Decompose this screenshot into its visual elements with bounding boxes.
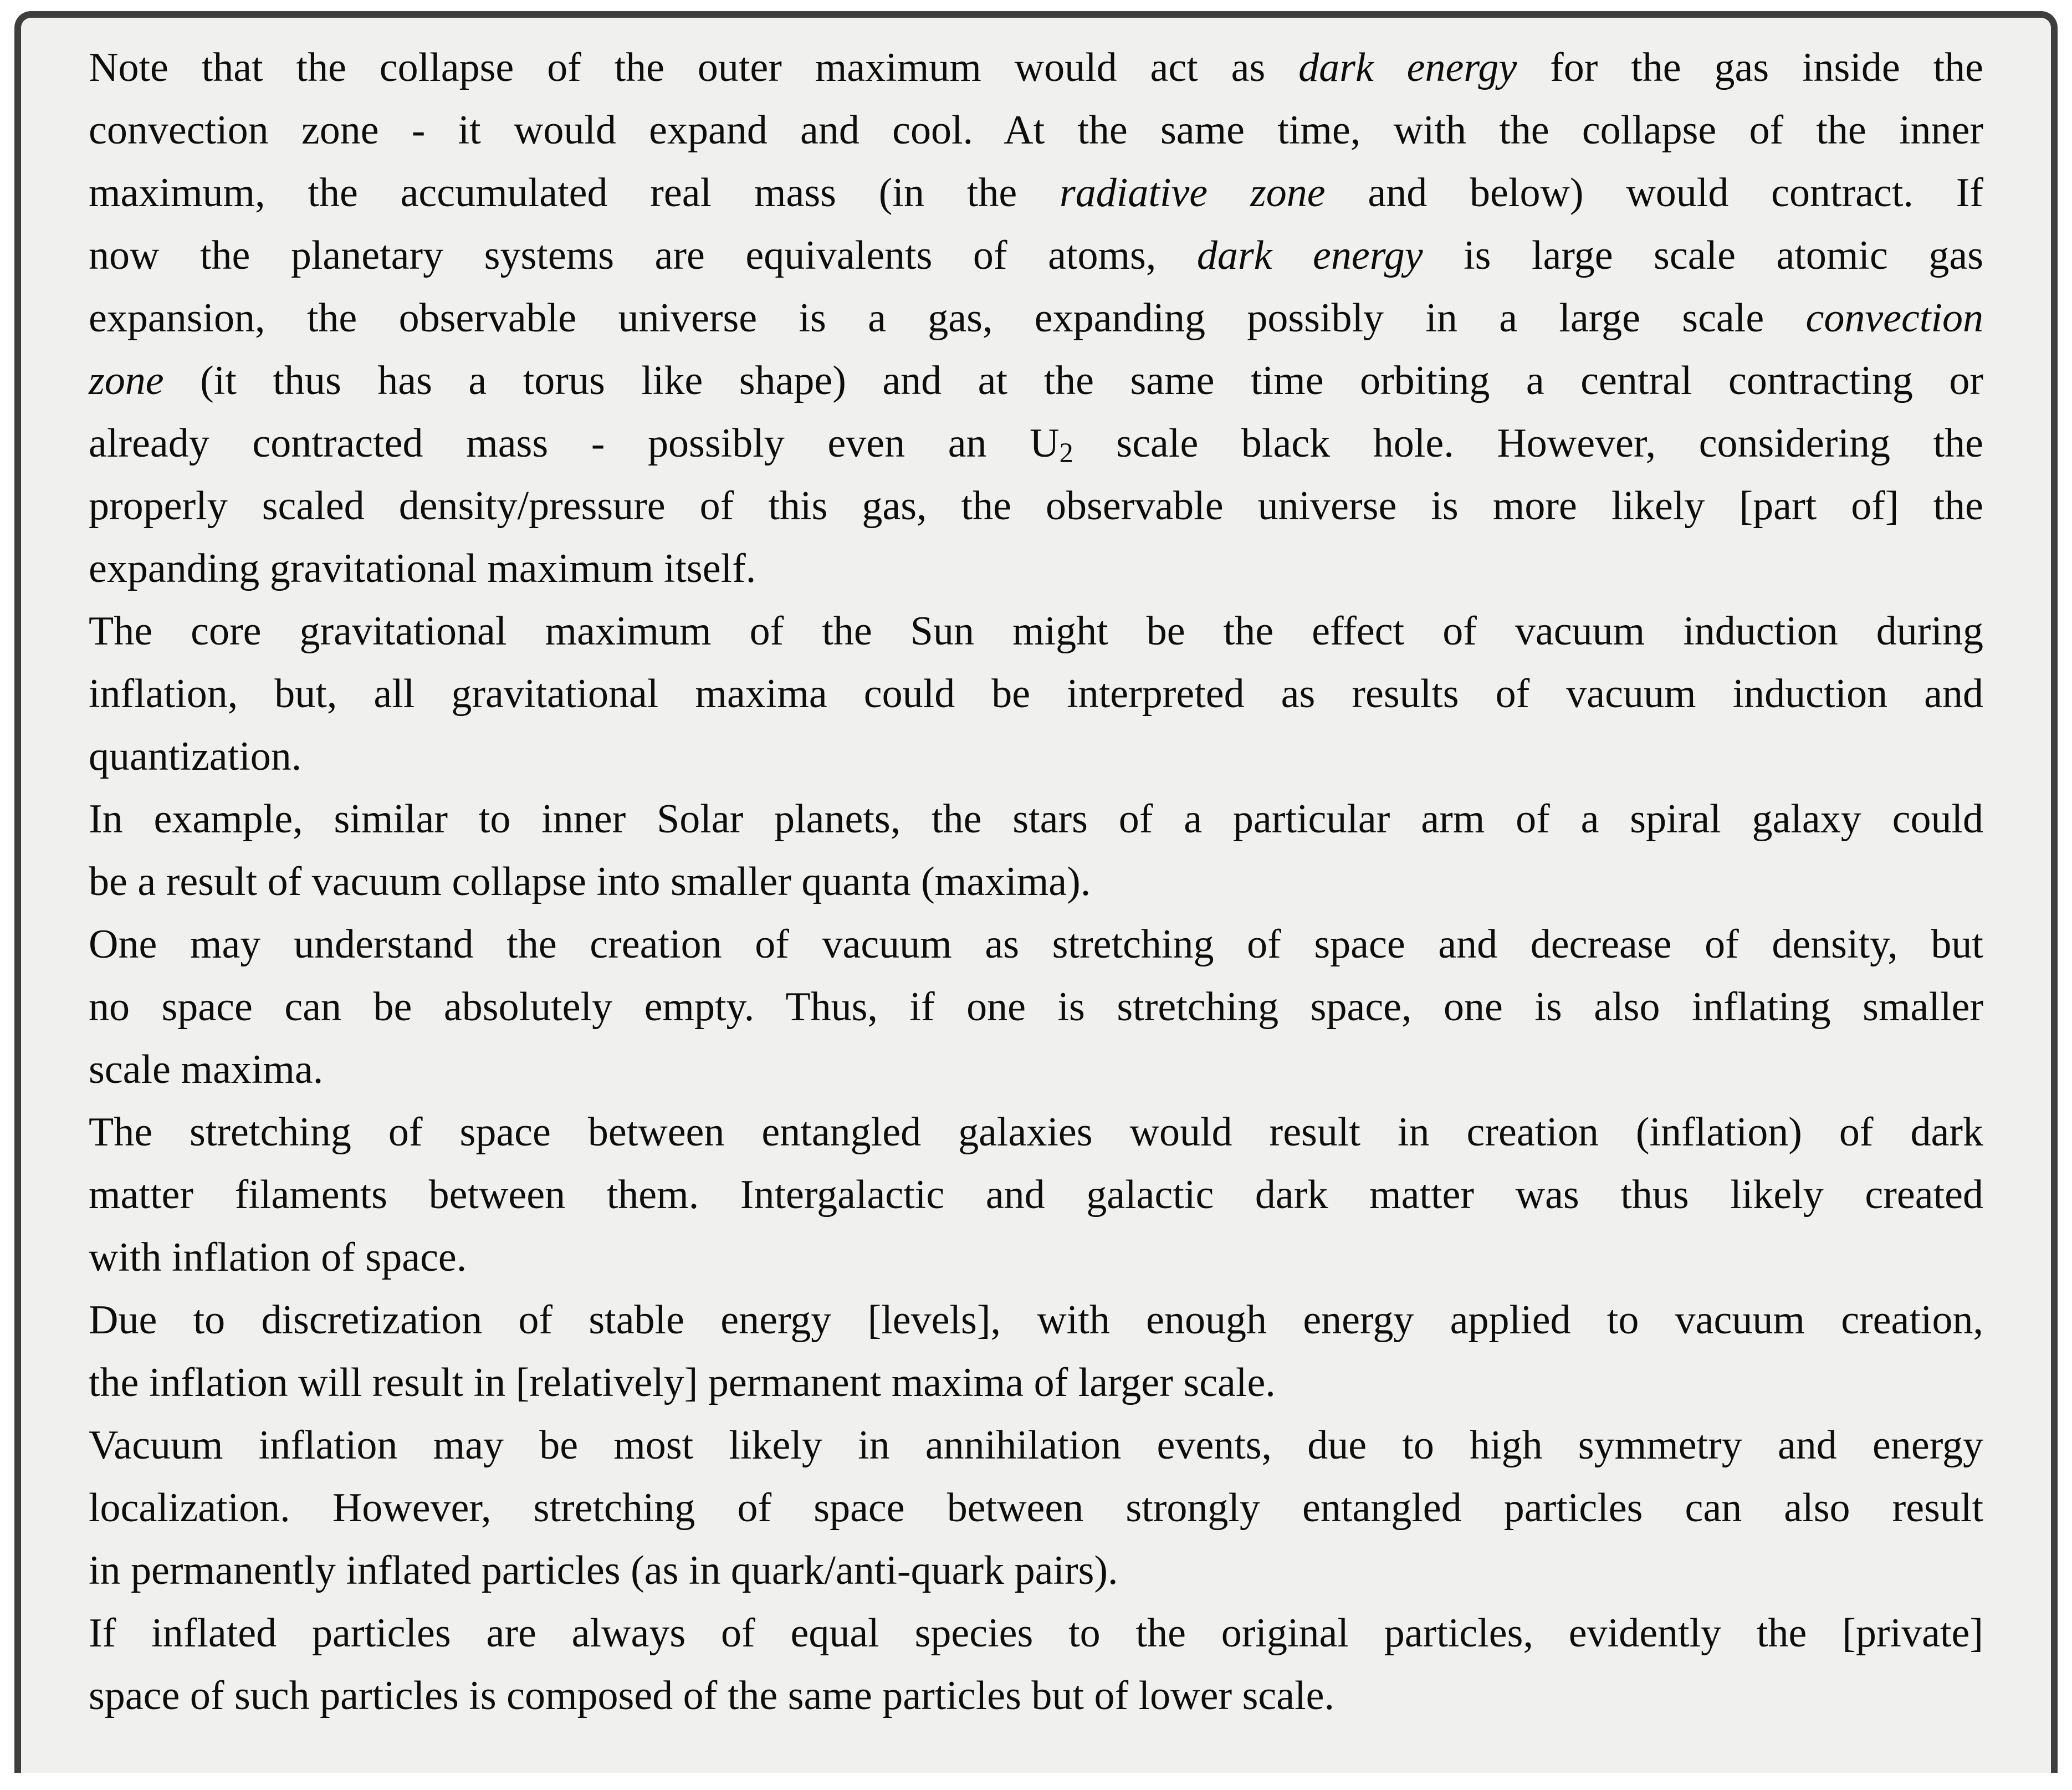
text-run: maximum, the accumulated real mass (in the [89, 170, 1060, 216]
text-run: The stretching of space between entangled galaxies would result in creation (inflation) of dark [89, 1109, 1983, 1155]
text-run: with inflation of space. [89, 1235, 467, 1280]
text-run: expanding gravitational maximum itself. [89, 546, 756, 591]
text-line [89, 162, 1983, 224]
text-line [89, 725, 1983, 788]
italic-text-run: dark energy [1298, 45, 1517, 90]
text-line [89, 350, 1983, 412]
text-run: matter filaments between them. Intergalactic and galactic dark matter was thus likely created [89, 1172, 1983, 1218]
text-line [89, 600, 1983, 663]
text-run: localization. However, stretching of space between strongly entangled particles can also result [89, 1485, 1983, 1531]
text-run: is large scale atomic gas [1423, 233, 1983, 278]
framed-text-box [14, 11, 2058, 1773]
text-run: be a result of vacuum collapse into smaller quanta (maxima). [89, 859, 1091, 904]
text-run: in permanently inflated particles (as in quark/anti-quark pairs). [89, 1548, 1118, 1593]
text-line [89, 1665, 1983, 1727]
text-run: scale black hole. However, considering the [1073, 421, 1983, 466]
text-run: now the planetary systems are equivalents of atoms, [89, 233, 1197, 278]
text-run: scale maxima. [89, 1047, 324, 1092]
text-run: already contracted mass - possibly even an U [89, 421, 1060, 466]
text-line [89, 851, 1983, 913]
text-line [89, 1226, 1983, 1289]
text-run: the inflation will result in [relatively] permanent maxima of larger scale. [89, 1360, 1276, 1405]
text-run: Due to discretization of stable energy [levels], with enough energy applied to vacuum creation, [89, 1297, 1983, 1343]
text-run: If inflated particles are always of equal species to the original particles, evidently the [private] [89, 1610, 1983, 1656]
text-line [89, 475, 1983, 538]
text-run: and below) would contract. If [1325, 170, 1983, 216]
paragraphs-container [89, 37, 1983, 1727]
text-run: (it thus has a torus like shape) and at the same time orbiting a central contracting or [163, 358, 1983, 403]
italic-text-run: radiative zone [1059, 170, 1326, 216]
text-run: Note that the collapse of the outer maximum would act as [89, 45, 1299, 90]
text-run: space of such particles is composed of the same particles but of lower scale. [89, 1673, 1335, 1719]
text-line [89, 976, 1983, 1039]
text-line [89, 412, 1983, 475]
text-line [89, 1414, 1983, 1477]
text-line [89, 1039, 1983, 1101]
text-line [89, 788, 1983, 851]
text-run: quantization. [89, 734, 302, 779]
text-run: One may understand the creation of vacuum as stretching of space and decrease of density, but [89, 922, 1983, 967]
text-line [89, 224, 1983, 287]
text-line [89, 913, 1983, 976]
text-run: convection zone - it would expand and cool. At the same time, with the collapse of the inner [89, 108, 1983, 153]
text-line [89, 1164, 1983, 1226]
text-line [89, 1352, 1983, 1414]
text-run: for the gas inside the [1517, 45, 1984, 90]
text-run: properly scaled density/pressure of this gas, the observable universe is more likely [part of] the [89, 483, 1983, 529]
text-run: expansion, the observable universe is a gas, expanding possibly in a large scale [89, 295, 1806, 341]
text-line [89, 1477, 1983, 1540]
text-line [89, 1101, 1983, 1164]
text-run: Vacuum inflation may be most likely in annihilation events, due to high symmetry and energy [89, 1423, 1983, 1468]
text-run: The core gravitational maximum of the Sun might be the effect of vacuum induction during [89, 608, 1983, 654]
text-line [89, 1602, 1983, 1665]
text-line [89, 287, 1983, 350]
text-line [89, 1289, 1983, 1352]
text-run: inflation, but, all gravitational maxima could be interpreted as results of vacuum induction and [89, 671, 1983, 717]
subscript-text-run: 2 [1059, 437, 1073, 469]
text-line [89, 663, 1983, 725]
text-run: In example, similar to inner Solar planets, the stars of a particular arm of a spiral galaxy could [89, 796, 1983, 842]
text-run: no space can be absolutely empty. Thus, if one is stretching space, one is also inflating smaller [89, 984, 1983, 1030]
text-line [89, 1540, 1983, 1602]
italic-text-run: zone [89, 358, 164, 403]
text-line [89, 99, 1983, 162]
text-line [89, 538, 1983, 600]
text-line [89, 37, 1983, 99]
italic-text-run: convection [1805, 295, 1983, 341]
italic-text-run: dark energy [1196, 233, 1423, 278]
